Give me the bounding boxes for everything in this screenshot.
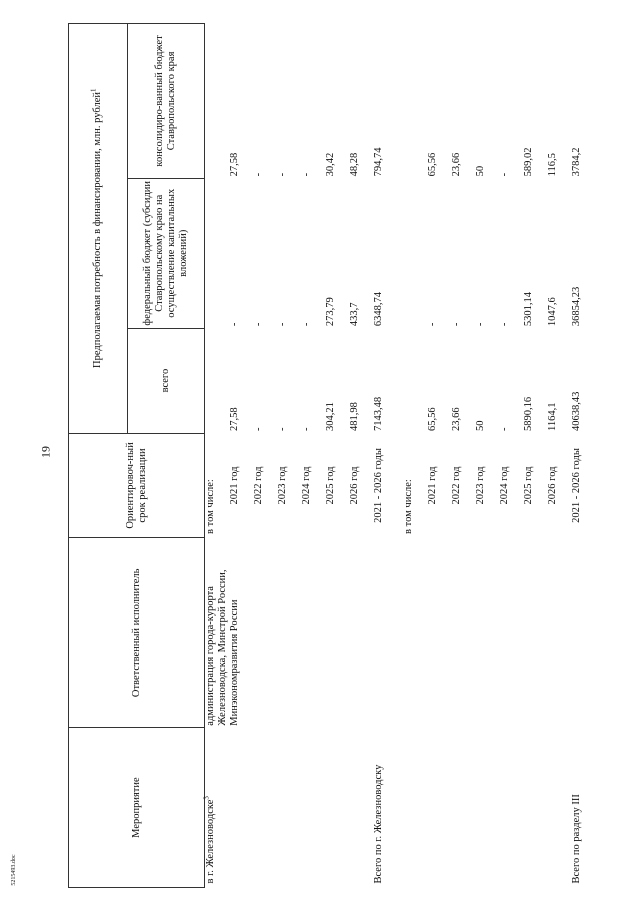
period-cell: 2022 год (451, 466, 462, 505)
period-cell: в том числе: (205, 479, 216, 534)
header-activity: Мероприятие (69, 728, 205, 888)
total-section-row-federal: 36854,23 (571, 286, 582, 327)
total-cell: 5890,16 (523, 396, 534, 432)
header-funding-text: Предполагаемая потребность в финансировании, млн. рублей (92, 92, 103, 368)
federal-cell: - (499, 322, 510, 327)
federal-cell: 273,79 (325, 297, 336, 327)
total-zheleznovodsk-row-total: 7143,48 (373, 396, 384, 432)
period-cell: 2021 год (229, 466, 240, 505)
federal-cell: 433,7 (349, 302, 360, 327)
document-code: 5215493.doc (11, 854, 17, 886)
federal-cell: 1047,6 (547, 297, 558, 327)
total-section-row (571, 24, 601, 888)
header-funding (69, 24, 128, 434)
period-cell: 2021 год (427, 466, 438, 505)
header-federal: федеральный бюджет (субсидии Ставропольскому краю на осуществление капитальных вложений) (128, 178, 205, 328)
total-zheleznovodsk-row-period: 2021 - 2026 годы (373, 448, 384, 523)
total-section-row-period: 2021 - 2026 годы (571, 448, 582, 523)
federal-cell: - (427, 322, 438, 327)
regional-cell: 27,58 (229, 152, 240, 177)
regional-cell: 23,66 (451, 152, 462, 177)
total-cell: - (301, 427, 312, 432)
regional-cell (403, 24, 427, 179)
total-zheleznovodsk-row-label: Всего по г. Железноводску (373, 764, 384, 884)
regional-cell: 48,28 (349, 152, 360, 177)
total-section-row-label: Всего по разделу III (571, 794, 582, 884)
federal-cell: - (253, 322, 264, 327)
period-cell: 2024 год (499, 466, 510, 505)
period-cell: 2026 год (349, 466, 360, 505)
regional-cell: 30,42 (325, 152, 336, 177)
federal-cell (403, 178, 427, 328)
regional-cell (205, 24, 230, 179)
regional-cell: 116,5 (547, 153, 558, 177)
regional-cell: 589,02 (523, 147, 534, 177)
total-cell: 481,98 (349, 402, 360, 432)
table-row (205, 24, 230, 888)
executor-cell: администрация города-курорта Железноводска, Минстрой России, Минэкономразвития России (205, 569, 240, 726)
table-row (403, 24, 427, 888)
regional-cell: - (253, 172, 264, 177)
rotated-page (68, 23, 588, 888)
regional-cell: - (301, 172, 312, 177)
page-number: 19 (38, 446, 53, 458)
total-zheleznovodsk-row-federal: 6348,74 (373, 292, 384, 327)
federal-cell: 5301,14 (523, 292, 534, 327)
total-section-row-regional: 3784,2 (571, 147, 582, 177)
federal-cell: - (451, 322, 462, 327)
period-cell: 2026 год (547, 466, 558, 505)
total-zheleznovodsk-row-executor (373, 538, 403, 728)
total-cell: - (253, 427, 264, 432)
federal-cell: - (229, 322, 240, 327)
header-period: Ориентировоч-ный срок реализации (69, 433, 205, 538)
regional-cell: - (499, 172, 510, 177)
total-cell: - (277, 427, 288, 432)
total-cell: 27,58 (229, 407, 240, 432)
total-section-row-total: 40638,43 (571, 391, 582, 432)
total-cell: - (499, 427, 510, 432)
federal-cell: - (475, 322, 486, 327)
header-total: всего (128, 328, 205, 433)
header-executor: Ответственный исполнитель (69, 538, 205, 728)
total-zheleznovodsk-row-regional: 794,74 (373, 147, 384, 177)
header-funding-footnote: 1 (89, 88, 98, 93)
funding-table (68, 23, 601, 888)
executor-cell-empty (403, 538, 571, 728)
total-cell: 304,21 (325, 402, 336, 432)
period-cell: 2025 год (325, 466, 336, 505)
regional-cell: 50 (475, 165, 486, 177)
total-cell (403, 328, 427, 433)
total-cell: 50 (475, 420, 486, 432)
period-cell: 2022 год (253, 466, 264, 505)
total-cell (205, 328, 230, 433)
federal-cell: - (301, 322, 312, 327)
period-cell: 2023 год (277, 466, 288, 505)
regional-cell: 65,56 (427, 152, 438, 177)
header-regional: консолидиро-ванный бюджет Ставропольского края (128, 24, 205, 179)
activity-name: в г. Железноводске (205, 799, 216, 884)
activity-cell (202, 728, 374, 888)
period-cell: 2024 год (301, 466, 312, 505)
total-section-row-executor (571, 538, 601, 728)
federal-cell (205, 178, 230, 328)
activity-footnote: 3 (202, 796, 211, 800)
period-cell: 2023 год (475, 466, 486, 505)
regional-cell: - (277, 172, 288, 177)
federal-cell: - (277, 322, 288, 327)
period-cell: в том числе: (403, 479, 414, 534)
total-cell: 23,66 (451, 407, 462, 432)
total-cell: 65,56 (427, 407, 438, 432)
table-body (202, 24, 602, 888)
activity-cell-empty (403, 728, 571, 888)
period-cell: 2025 год (523, 466, 534, 505)
total-zheleznovodsk-row (373, 24, 403, 888)
total-cell: 1164,1 (547, 402, 558, 432)
